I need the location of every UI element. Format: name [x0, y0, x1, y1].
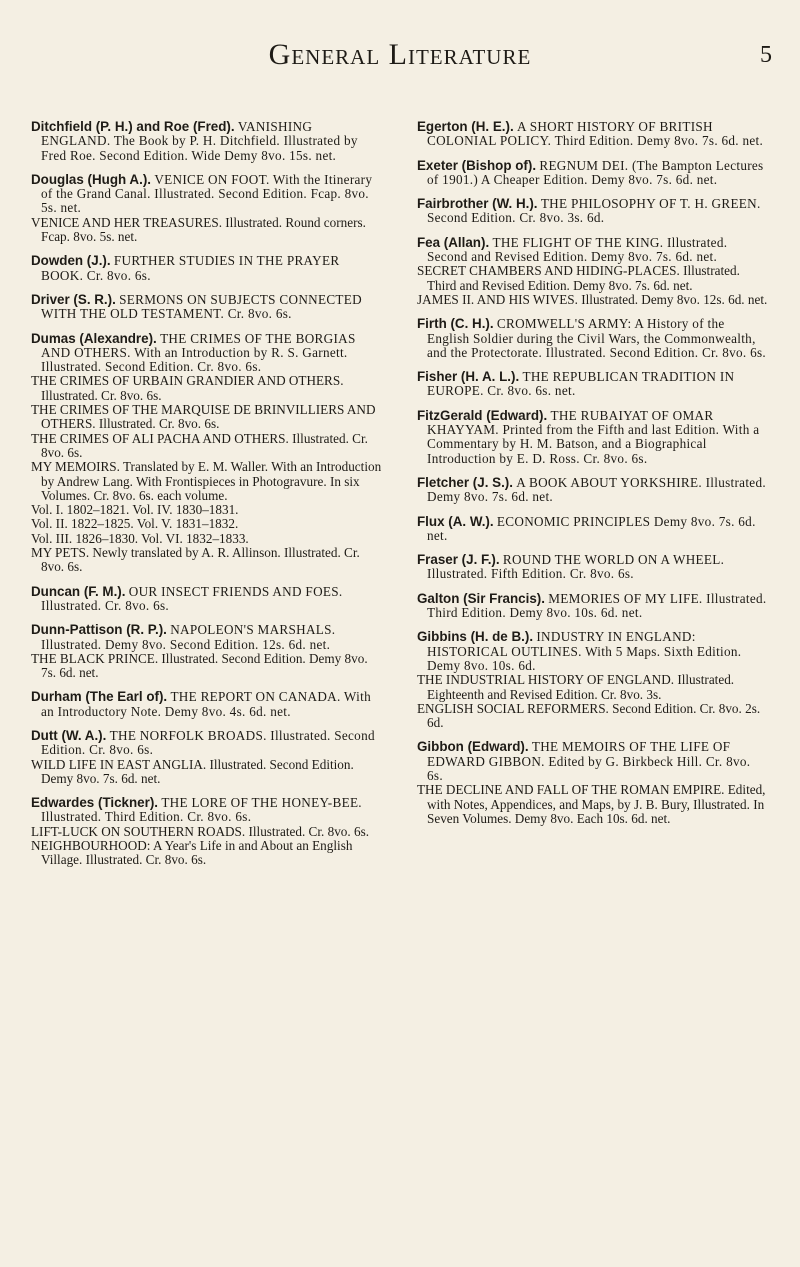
page-header	[0, 38, 800, 78]
entry-title: THE PHILOSOPHY OF T. H. GREEN. Second Edition. Cr. 8vo. 3s. 6d.	[427, 196, 761, 226]
entry-title: LIFT-LUCK ON SOUTHERN ROADS. Illustrated. Cr. 8vo. 6s.	[31, 823, 369, 839]
entry-title: THE MEMOIRS OF THE LIFE OF EDWARD GIBBON. Edited by G. Birkbeck Hill. Cr. 8vo. 6s.	[427, 739, 751, 783]
entry-title: OUR INSECT FRIENDS AND FOES. Illustrated. Cr. 8vo. 6s.	[41, 583, 343, 613]
entry-title: ENGLISH SOCIAL REFORMERS. Second Edition. Cr. 8vo. 2s. 6d.	[417, 700, 761, 731]
catalogue-entry	[31, 623, 383, 680]
catalogue-entry	[417, 409, 769, 466]
catalogue-entry	[417, 740, 769, 826]
entry-title: MEMORIES OF MY LIFE. Illustrated. Third Edition. Demy 8vo. 10s. 6d. net.	[427, 590, 767, 621]
entry-title: WILD LIFE IN EAST ANGLIA. Illustrated. Second Edition. Demy 8vo. 7s. 6d. net.	[31, 756, 354, 786]
entry-title: A SHORT HISTORY OF BRITISH COLONIAL POLICY. Third Edition. Demy 8vo. 7s. 6d. net.	[427, 119, 764, 149]
entry-title: THE BLACK PRINCE. Illustrated. Second Edition. Demy 8vo. 7s. 6d. net.	[31, 650, 368, 681]
entry-author: Exeter (Bishop of).	[417, 157, 537, 173]
catalogue-entry	[31, 585, 383, 614]
catalogue-entry	[417, 197, 769, 226]
catalogue-entry	[417, 159, 769, 188]
entry-title: A BOOK ABOUT YORKSHIRE. Illustrated. Demy 8vo. 7s. 6d. net.	[427, 474, 766, 505]
entry-author: Firth (C. H.).	[417, 316, 494, 332]
catalogue-entry	[417, 370, 769, 399]
entry-title: MY PETS. Newly translated by A. R. Allinson. Illustrated. Cr. 8vo. 6s.	[31, 545, 360, 575]
entry-title: Vol. II. 1822–1825. Vol. V. 1831–1832.	[31, 516, 239, 532]
catalogue-entry	[417, 317, 769, 360]
entry-title: THE RUBAIYAT OF OMAR KHAYYAM. Printed from the Fifth and last Edition. With a Commentary by H. M. Batson, and a Biographical Introduction by E. D. Ross. Cr. 8vo. 6s.	[427, 407, 760, 466]
entry-author: Gibbon (Edward).	[417, 739, 529, 755]
catalogue-entry	[31, 293, 383, 322]
catalogue-entry	[417, 515, 769, 544]
entry-title: THE REPORT ON CANADA. With an Introductory Note. Demy 8vo. 4s. 6d. net.	[41, 689, 371, 719]
entry-title: ROUND THE WORLD ON A WHEEL. Illustrated. Fifth Edition. Cr. 8vo. 6s.	[427, 552, 725, 582]
catalogue-entry	[31, 690, 383, 719]
entry-author: Flux (A. W.).	[417, 513, 494, 529]
catalogue-entry	[417, 630, 769, 730]
entry-author: Driver (S. R.).	[31, 291, 116, 307]
entry-title: CROMWELL'S ARMY: A History of the English Soldier during the Civil Wars, the Commonwealth, and the Protectorate. Illustrated. Second Edition. Cr. 8vo. 6s.	[427, 316, 766, 360]
entry-title: NEIGHBOURHOOD: A Year's Life in and About an English Village. Illustrated. Cr. 8vo. 6s.	[31, 838, 353, 868]
entry-author: Ditchfield (P. H.) and Roe (Fred).	[31, 119, 235, 134]
entry-author: Fea (Allan).	[417, 234, 490, 250]
entry-title: THE FLIGHT OF THE KING. Illustrated. Second and Revised Edition. Demy 8vo. 7s. 6d. net.	[427, 234, 728, 265]
entry-author: Durham (The Earl of).	[31, 689, 168, 705]
catalogue-entry	[31, 796, 383, 867]
entry-author: Dowden (J.).	[31, 253, 111, 269]
entry-title: MY MEMOIRS. Translated by E. M. Waller. With an Introduction by Andrew Lang. With Frontispieces in Photogravure. In six Volumes. Cr. 8vo. 6s. each volume.	[31, 459, 382, 503]
entry-title: JAMES II. AND HIS WIVES. Illustrated. Demy 8vo. 12s. 6d. net.	[417, 291, 768, 307]
entry-title: THE NORFOLK BROADS. Illustrated. Second Edition. Cr. 8vo. 6s.	[41, 727, 375, 758]
catalogue-entry	[31, 729, 383, 786]
left-column	[31, 120, 383, 878]
right-column	[417, 120, 769, 836]
entry-title: Vol. III. 1826–1830. Vol. VI. 1832–1833.	[31, 530, 249, 546]
entry-author: Galton (Sir Francis).	[417, 590, 545, 606]
entry-title: VENICE AND HER TREASURES. Illustrated. Round corners. Fcap. 8vo. 5s. net.	[31, 214, 366, 245]
catalogue-entry	[31, 332, 383, 575]
entry-author: FitzGerald (Edward).	[417, 407, 548, 423]
entry-author: Fisher (H. A. L.).	[417, 369, 520, 385]
entry-title: Vol. I. 1802–1821. Vol. IV. 1830–1831.	[31, 502, 239, 518]
entry-author: Dutt (W. A.).	[31, 727, 107, 743]
entry-title: VENICE ON FOOT. With the Itinerary of the Grand Canal. Illustrated. Second Edition. Fcap. 8vo. 5s. net.	[41, 171, 373, 216]
entry-title: ECONOMIC PRINCIPLES Demy 8vo. 7s. 6d. net.	[427, 513, 756, 543]
entry-author: Dunn-Pattison (R. P.).	[31, 622, 167, 638]
catalogue-entry	[417, 553, 769, 582]
entry-author: Fletcher (J. S.).	[417, 474, 513, 490]
entry-author: Duncan (F. M.).	[31, 583, 126, 599]
entry-title: REGNUM DEI. (The Bampton Lectures of 1901.) A Cheaper Edition. Demy 8vo. 7s. 6d. net.	[427, 157, 764, 187]
entry-title: THE REPUBLICAN TRADITION IN EUROPE. Cr. 8vo. 6s. net.	[427, 369, 735, 399]
entry-author: Fairbrother (W. H.).	[417, 196, 538, 212]
catalogue-entry	[417, 120, 769, 149]
entry-author: Douglas (Hugh A.).	[31, 171, 152, 187]
catalogue-entry	[417, 476, 769, 505]
entry-title: VANISHING ENGLAND. The Book by P. H. Ditchfield. Illustrated by Fred Roe. Second Edition. Wide Demy 8vo. 15s. net.	[41, 119, 358, 163]
entry-title: FURTHER STUDIES IN THE PRAYER BOOK. Cr. 8vo. 6s.	[41, 253, 340, 283]
entry-title: THE DECLINE AND FALL OF THE ROMAN EMPIRE. Edited, with Notes, Appendices, and Maps, by J. B. Bury, Illustrated. In Seven Volumes. Demy 8vo. Each 10s. 6d. net.	[417, 782, 766, 826]
entry-title: THE CRIMES OF THE BORGIAS AND OTHERS. With an Introduction by R. S. Garnett. Illustrated. Second Edition. Cr. 8vo. 6s.	[41, 330, 356, 375]
entry-title: SECRET CHAMBERS AND HIDING-PLACES. Illustrated. Third and Revised Edition. Demy 8vo. 7s. 6d. net.	[417, 263, 740, 293]
catalogue-entry	[31, 173, 383, 244]
entry-title: THE CRIMES OF URBAIN GRANDIER AND OTHERS. Illustrated. Cr. 8vo. 6s.	[31, 373, 344, 403]
entry-title: NAPOLEON'S MARSHALS. Illustrated. Demy 8vo. Second Edition. 12s. 6d. net.	[41, 622, 336, 652]
entry-author: Fraser (J. F.).	[417, 552, 500, 568]
running-title: General Literature	[268, 38, 532, 71]
catalogue-entry	[31, 120, 383, 163]
entry-author: Edwardes (Tickner).	[31, 795, 159, 811]
entry-title: THE CRIMES OF ALI PACHA AND OTHERS. Illustrated. Cr. 8vo. 6s.	[31, 430, 368, 460]
entry-title: THE LORE OF THE HONEY-BEE. Illustrated. Third Edition. Cr. 8vo. 6s.	[41, 795, 362, 825]
entry-title: THE CRIMES OF THE MARQUISE DE BRINVILLIERS AND OTHERS. Illustrated. Cr. 8vo. 6s.	[31, 402, 376, 432]
catalogue-entry	[417, 236, 769, 307]
entry-author: Gibbins (H. de B.).	[417, 629, 534, 645]
catalogue-entry	[31, 254, 383, 283]
entry-title: INDUSTRY IN ENGLAND: HISTORICAL OUTLINES. With 5 Maps. Sixth Edition. Demy 8vo. 10s. 6d.	[427, 629, 742, 673]
page-number: 5	[760, 42, 772, 68]
entry-title: THE INDUSTRIAL HISTORY OF ENGLAND. Illustrated. Eighteenth and Revised Edition. Cr. 8vo. 3s.	[417, 672, 735, 702]
catalogue-entry	[417, 592, 769, 621]
entry-author: Dumas (Alexandre).	[31, 330, 157, 346]
entry-title: SERMONS ON SUBJECTS CONNECTED WITH THE OLD TESTAMENT. Cr. 8vo. 6s.	[41, 291, 362, 322]
entry-author: Egerton (H. E.).	[417, 119, 514, 134]
